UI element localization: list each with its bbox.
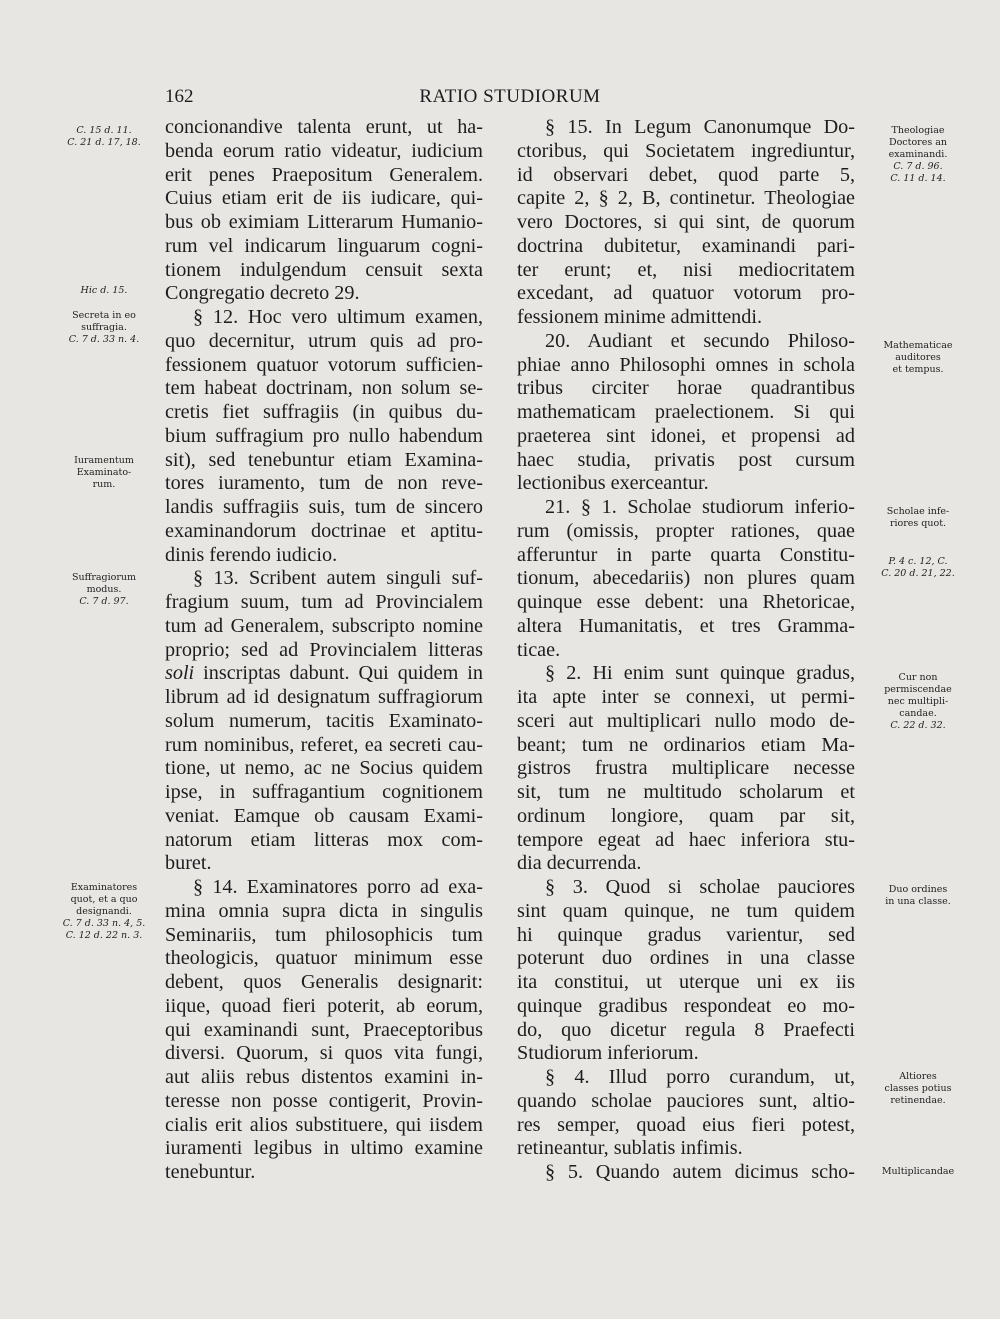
margin-note-right (868, 1071, 968, 1107)
text-line: praeterea sint idonei, et propensi ad (517, 424, 855, 447)
text-line: quando scholae pauciores sunt, altio- (517, 1089, 855, 1112)
margin-note-left (55, 455, 153, 491)
text-line: 21. § 1. Scholae studiorum inferio- (545, 496, 855, 518)
text-line: id observari debet, quod parte 5, (517, 163, 855, 186)
page-number: 162 (165, 86, 194, 107)
text-line: aut aliis rebus distentos examini in- (165, 1066, 483, 1088)
text-line: iuramenti legibus in ultimo examine (165, 1137, 483, 1160)
text-line: tores iuramento, tum de non reve- (165, 472, 483, 495)
margin-label: examinandi. (888, 149, 948, 160)
text-line: afferuntur in parte quarta Constitu- (517, 543, 855, 566)
text-line: § 13. Scribent autem singuli suf- (193, 567, 483, 590)
text-line: dia decurrenda. (517, 852, 642, 875)
margin-note-left (55, 310, 153, 346)
text-line: concionandive talenta erunt, ut ha- (165, 116, 483, 138)
text-line: poterunt duo ordines in una classe (517, 947, 855, 970)
margin-label: nec multipli- (887, 696, 949, 707)
margin-label: candae. (899, 708, 937, 719)
text-line: soli inscriptas dabunt. Qui quidem in (165, 662, 483, 685)
text-line: proprio; sed ad Provincialem litteras (165, 638, 483, 661)
text-line: solum numerum, tacitis Examinato- (165, 709, 483, 732)
text-line: buret. (165, 852, 212, 875)
margin-ref: C. 15 d. 11. (76, 125, 132, 136)
text-line: phiae anno Philosophi omnes in schola (517, 353, 855, 376)
text-line: § 14. Examinatores porro ad exa- (193, 876, 483, 898)
margin-label: Duo ordines (888, 884, 948, 895)
margin-label: in una classe. (885, 896, 951, 907)
margin-label: Secreta in eo (72, 310, 136, 321)
margin-label: Mathematicae (883, 340, 953, 351)
text-line: iique, quoad fieri poterit, ab eorum, (165, 994, 483, 1017)
text-line: tribus circiter horae quadrantibus (517, 377, 855, 400)
text-line: natorum etiam litteras mox com- (165, 828, 483, 851)
text-line: sint quam quinque, ne tum quidem (517, 899, 855, 922)
text-line: lectionibus exerceantur. (517, 472, 709, 495)
margin-note-left (55, 125, 153, 149)
text-line: retineantur, sublatis infimis. (517, 1137, 743, 1160)
margin-label: Theologiae (891, 125, 945, 136)
margin-label: Doctores an (888, 137, 948, 148)
text-line: mina omnia supra dicta in singulis (165, 899, 483, 922)
text-line: sit), sed tenebuntur etiam Examina- (165, 448, 483, 471)
margin-note-right (868, 340, 968, 376)
text-line: Cuius etiam erit de iis iudicare, qui- (165, 187, 483, 210)
text-line: ter erunt; et, nisi mediocritatem (517, 258, 855, 281)
text-line: debent, quos Generalis designarit: (165, 971, 483, 993)
text-line: tempore egeat ad haec inferiora stu- (517, 828, 855, 851)
text-line: fessionem minime admittendi. (517, 306, 763, 328)
text-line: § 4. Illud porro curandum, ut, (545, 1066, 855, 1088)
text-line: excedant, ad quatuor votorum pro- (517, 282, 855, 305)
margin-ref: C. 7 d. 97. (79, 596, 129, 607)
text-line: examinandorum doctrinae et aptitu- (165, 519, 483, 542)
margin-label: modus. (86, 584, 122, 595)
margin-note-right (868, 506, 968, 530)
text-line: § 15. In Legum Canonumque Do- (545, 116, 855, 138)
text-line: tionum, abecedariis) non plures quam (517, 567, 855, 590)
text-line: sit, tum ne multitudo scholarum et (517, 781, 855, 803)
text-line: Seminariis, tum philosophicis tum (165, 923, 483, 946)
page-header (165, 86, 855, 112)
text-line: altera Humanitatis, et tres Gramma- (517, 614, 855, 637)
margin-label: classes potius (884, 1083, 952, 1094)
margin-ref: C. 11 d. 14. (890, 173, 946, 184)
text-line: landis suffragiis suis, tum de sincero (165, 496, 483, 518)
margin-label: suffragia. (81, 322, 127, 333)
text-line: res semper, quoad eius fieri potest, (517, 1113, 855, 1136)
text-line: rum vel indicarum linguarum cogni- (165, 234, 483, 257)
margin-note-left (55, 882, 153, 942)
text-line: tum ad Generalem, subscripto nomine (165, 614, 483, 637)
margin-note-left (55, 285, 153, 297)
text-line: rum (omissis, propter rationes, quae (517, 519, 855, 542)
text-line: § 3. Quod si scholae pauciores (545, 876, 855, 898)
margin-label: Cur non (898, 672, 938, 683)
margin-ref: Hic d. 15. (80, 285, 128, 296)
text-line: cialis erit alios substituere, qui iisdem (165, 1113, 483, 1136)
text-line: benda eorum ratio videatur, iudicium (165, 139, 483, 162)
text-line: Studiorum inferiorum. (517, 1042, 699, 1065)
text-line: tenebuntur. (165, 1161, 256, 1183)
margin-label: retinendae. (890, 1095, 946, 1106)
text-line: tionem indulgendum censuit sexta (165, 258, 483, 281)
margin-note-right (868, 556, 968, 580)
margin-label: Examinato- (76, 467, 132, 478)
margin-note-right (868, 125, 968, 185)
text-line: erit penes Praepositum Generalem. (165, 163, 483, 186)
margin-label: permiscendae (884, 684, 952, 695)
running-title: RATIO STUDIORUM (419, 86, 601, 107)
text-line: fragium suum, tum ad Provincialem (165, 591, 483, 613)
left-text-column (165, 116, 483, 1185)
text-line: diversi. Quorum, si quos vita fungi, (165, 1042, 483, 1065)
text-line: § 5. Quando autem dicimus scho- (545, 1161, 855, 1183)
margin-ref: C. 7 d. 33 n. 4, 5. (62, 918, 146, 929)
text-line: bus ob eximiam Litterarum Humanio- (165, 211, 483, 233)
text-line: quinque gradibus respondeat eo mo- (517, 994, 855, 1017)
margin-note-right (868, 884, 968, 908)
text-line: doctrina dubitetur, examinandi pari- (517, 234, 855, 257)
margin-label: designandi. (76, 906, 132, 917)
margin-ref: C. 12 d. 22 n. 3. (65, 930, 143, 941)
margin-ref: C. 22 d. 32. (890, 720, 946, 731)
margin-ref: C. 20 d. 21, 22. (881, 568, 955, 579)
text-line: fessionem quatuor votorum sufficien- (165, 353, 483, 376)
text-line: quinque esse debent: una Rhetoricae, (517, 591, 855, 613)
margin-label: Examinatores (70, 882, 138, 893)
text-line: 20. Audiant et secundo Philoso- (545, 329, 855, 352)
margin-label: Suffragiorum (71, 572, 137, 583)
text-line: gistros frustra multiplicare necesse (517, 757, 855, 780)
text-line: ctoribus, qui Societatem ingrediuntur, (517, 139, 855, 162)
text-line: cretis fiet suffragiis (in quibus du- (165, 401, 483, 423)
margin-label: rum. (92, 479, 116, 490)
margin-label: auditores (895, 352, 941, 363)
text-line: haec studia, privatis post cursum (517, 448, 855, 471)
margin-ref: C. 7 d. 96. (893, 161, 943, 172)
text-line: § 12. Hoc vero ultimum examen, (193, 306, 483, 328)
text-line: mathematicam praelectionem. Si qui (517, 401, 855, 423)
margin-ref: C. 7 d. 33 n. 4. (68, 334, 140, 345)
text-line: rum nominibus, referet, ea secreti cau- (165, 733, 483, 756)
margin-note-right (868, 1166, 968, 1178)
text-line: § 2. Hi enim sunt quinque gradus, (545, 662, 855, 685)
margin-label: Iuramentum (74, 455, 134, 466)
text-line: ordinum longiore, quam par sit, (517, 804, 855, 827)
text-line: Congregatio decreto 29. (165, 282, 360, 305)
margin-label: Scholae infe- (886, 506, 950, 517)
margin-label: quot, et a quo (70, 894, 138, 905)
text-line: ita apte inter se connexi, ut permi- (517, 686, 855, 708)
text-line: hi quinque gradus varientur, sed (517, 923, 855, 946)
margin-ref: P. 4 c. 12, C. (888, 556, 948, 567)
text-line: tem habeat doctrinam, non solum se- (165, 377, 483, 400)
text-line: tione, ut nemo, ac ne Socius quidem (165, 757, 483, 780)
text-line: quo decernitur, utrum quis ad pro- (165, 329, 483, 352)
margin-label: Multiplicandae (881, 1166, 955, 1177)
text-line: teresse non posse contigerit, Provin- (165, 1089, 483, 1112)
margin-note-right (868, 672, 968, 732)
margin-label: et tempus. (892, 364, 944, 375)
text-line: ipse, in suffragantium cognitionem (165, 781, 483, 803)
right-text-column (517, 116, 855, 1185)
text-line: beant; tum ne ordinarios etiam Ma- (517, 733, 855, 756)
text-line: bium suffragium pro nullo habendum (165, 424, 483, 447)
italic-word: soli (165, 662, 195, 685)
text-line: sceri aut multiplicari nullo modo de- (517, 709, 855, 732)
text-line: qui examinandi sunt, Praeceptoribus (165, 1018, 483, 1041)
margin-label: riores quot. (889, 518, 947, 529)
margin-label: Altiores (899, 1071, 937, 1082)
margin-note-left (55, 572, 153, 608)
text-line: ticae. (517, 638, 561, 661)
text-line: ita constitui, ut uterque uni ex iis (517, 971, 855, 993)
margin-ref: C. 21 d. 17, 18. (67, 137, 141, 148)
text-line: dinis ferendo iudicio. (165, 543, 338, 566)
text-line: do, quo dicetur regula 8 Praefecti (517, 1018, 855, 1041)
text-line: librum ad id designatum suffragiorum (165, 686, 483, 708)
text-line: vero Doctores, si qui sint, de quorum (517, 211, 855, 233)
text-line: capite 2, § 2, B, continetur. Theologiae (517, 187, 855, 210)
text-line: veniat. Eamque ob causam Exami- (165, 804, 483, 827)
text-line: theologicis, quatuor minimum esse (165, 947, 483, 970)
